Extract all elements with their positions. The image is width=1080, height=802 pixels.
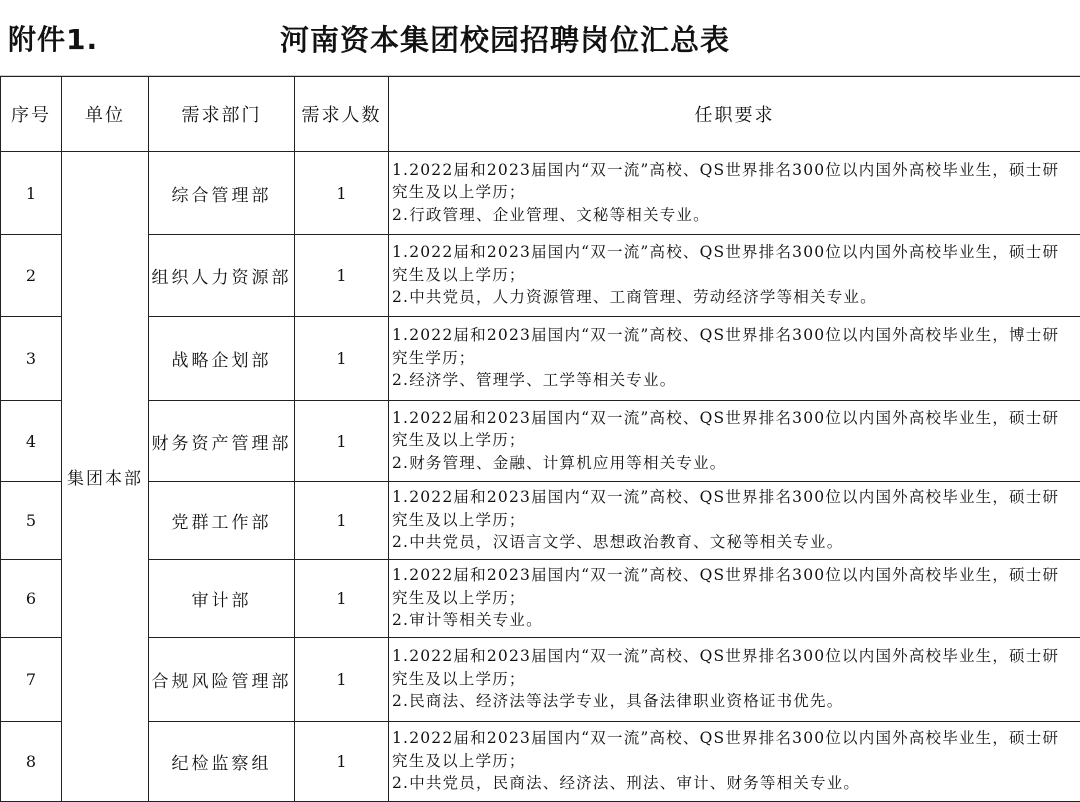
requirement-line-2: 2.中共党员，人力资源管理、工商管理、劳动经济学等相关专业。: [392, 286, 1072, 309]
row-no: 1: [1, 152, 62, 235]
table-row: [1, 235, 1080, 317]
row-requirements: [389, 560, 1080, 638]
col-header-requirements: 任职要求: [389, 77, 1080, 152]
row-no: 6: [1, 560, 62, 638]
table-header-row: [1, 77, 1080, 152]
col-header-no: 序号: [1, 77, 62, 152]
table-row: [1, 560, 1080, 638]
col-header-count: 需求人数: [295, 77, 389, 152]
requirement-line-2: 2.经济学、管理学、工学等相关专业。: [392, 369, 1072, 392]
row-requirements: [389, 235, 1080, 317]
row-dept: 审计部: [149, 560, 295, 638]
requirement-line-2: 2.审计等相关专业。: [392, 609, 1072, 632]
requirement-line-1: 1.2022届和2023届国内“双一流”高校、QS世界排名300位以内国外高校毕业生，硕士研究生及以上学历；: [392, 564, 1072, 609]
table-row: [1, 401, 1080, 482]
requirement-line-2: 2.中共党员，民商法、经济法、刑法、审计、财务等相关专业。: [392, 772, 1072, 795]
row-requirements: [389, 482, 1080, 560]
requirement-line-1: 1.2022届和2023届国内“双一流”高校、QS世界排名300位以内国外高校毕业生，硕士研究生及以上学历；: [392, 645, 1072, 690]
row-count: 1: [295, 638, 389, 722]
row-count: 1: [295, 235, 389, 317]
requirement-line-1: 1.2022届和2023届国内“双一流”高校、QS世界排名300位以内国外高校毕业生，硕士研究生及以上学历；: [392, 486, 1072, 531]
row-dept: 合规风险管理部: [149, 638, 295, 722]
row-requirements: [389, 152, 1080, 235]
row-no: 8: [1, 722, 62, 802]
col-header-unit: 单位: [62, 77, 149, 152]
row-no: 7: [1, 638, 62, 722]
table-row: [1, 638, 1080, 722]
requirement-line-1: 1.2022届和2023届国内“双一流”高校、QS世界排名300位以内国外高校毕业生，硕士研究生及以上学历；: [392, 241, 1072, 286]
row-requirements: [389, 317, 1080, 401]
requirement-line-1: 1.2022届和2023届国内“双一流”高校、QS世界排名300位以内国外高校毕业生，硕士研究生及以上学历；: [392, 407, 1072, 452]
row-count: 1: [295, 482, 389, 560]
col-header-dept: 需求部门: [149, 77, 295, 152]
row-count: 1: [295, 152, 389, 235]
unit-cell: 集团本部: [62, 152, 149, 802]
table-row: [1, 152, 1080, 235]
row-no: 5: [1, 482, 62, 560]
row-dept: 党群工作部: [149, 482, 295, 560]
table-row: [1, 482, 1080, 560]
requirement-line-2: 2.民商法、经济法等法学专业，具备法律职业资格证书优先。: [392, 690, 1072, 713]
requirement-line-2: 2.行政管理、企业管理、文秘等相关专业。: [392, 204, 1072, 227]
table-row: [1, 317, 1080, 401]
recruitment-table: [0, 76, 1080, 802]
attachment-label: 附件1.: [8, 18, 98, 58]
row-requirements: [389, 638, 1080, 722]
page-title: 河南资本集团校园招聘岗位汇总表: [280, 18, 730, 59]
requirement-line-2: 2.中共党员，汉语言文学、思想政治教育、文秘等相关专业。: [392, 531, 1072, 554]
row-dept: 财务资产管理部: [149, 401, 295, 482]
requirement-line-1: 1.2022届和2023届国内“双一流”高校、QS世界排名300位以内国外高校毕业生，博士研究生学历；: [392, 324, 1072, 369]
requirement-line-1: 1.2022届和2023届国内“双一流”高校、QS世界排名300位以内国外高校毕业生，硕士研究生及以上学历；: [392, 159, 1072, 204]
row-dept: 战略企划部: [149, 317, 295, 401]
row-dept: 组织人力资源部: [149, 235, 295, 317]
row-count: 1: [295, 317, 389, 401]
row-count: 1: [295, 722, 389, 802]
row-dept: 纪检监察组: [149, 722, 295, 802]
row-requirements: [389, 401, 1080, 482]
requirement-line-2: 2.财务管理、金融、计算机应用等相关专业。: [392, 452, 1072, 475]
requirement-line-1: 1.2022届和2023届国内“双一流”高校、QS世界排名300位以内国外高校毕业生，硕士研究生及以上学历；: [392, 727, 1072, 772]
row-no: 2: [1, 235, 62, 317]
row-no: 3: [1, 317, 62, 401]
row-dept: 综合管理部: [149, 152, 295, 235]
row-count: 1: [295, 401, 389, 482]
row-no: 4: [1, 401, 62, 482]
title-bar: [0, 0, 1080, 76]
table-row: [1, 722, 1080, 802]
row-count: 1: [295, 560, 389, 638]
row-requirements: [389, 722, 1080, 802]
